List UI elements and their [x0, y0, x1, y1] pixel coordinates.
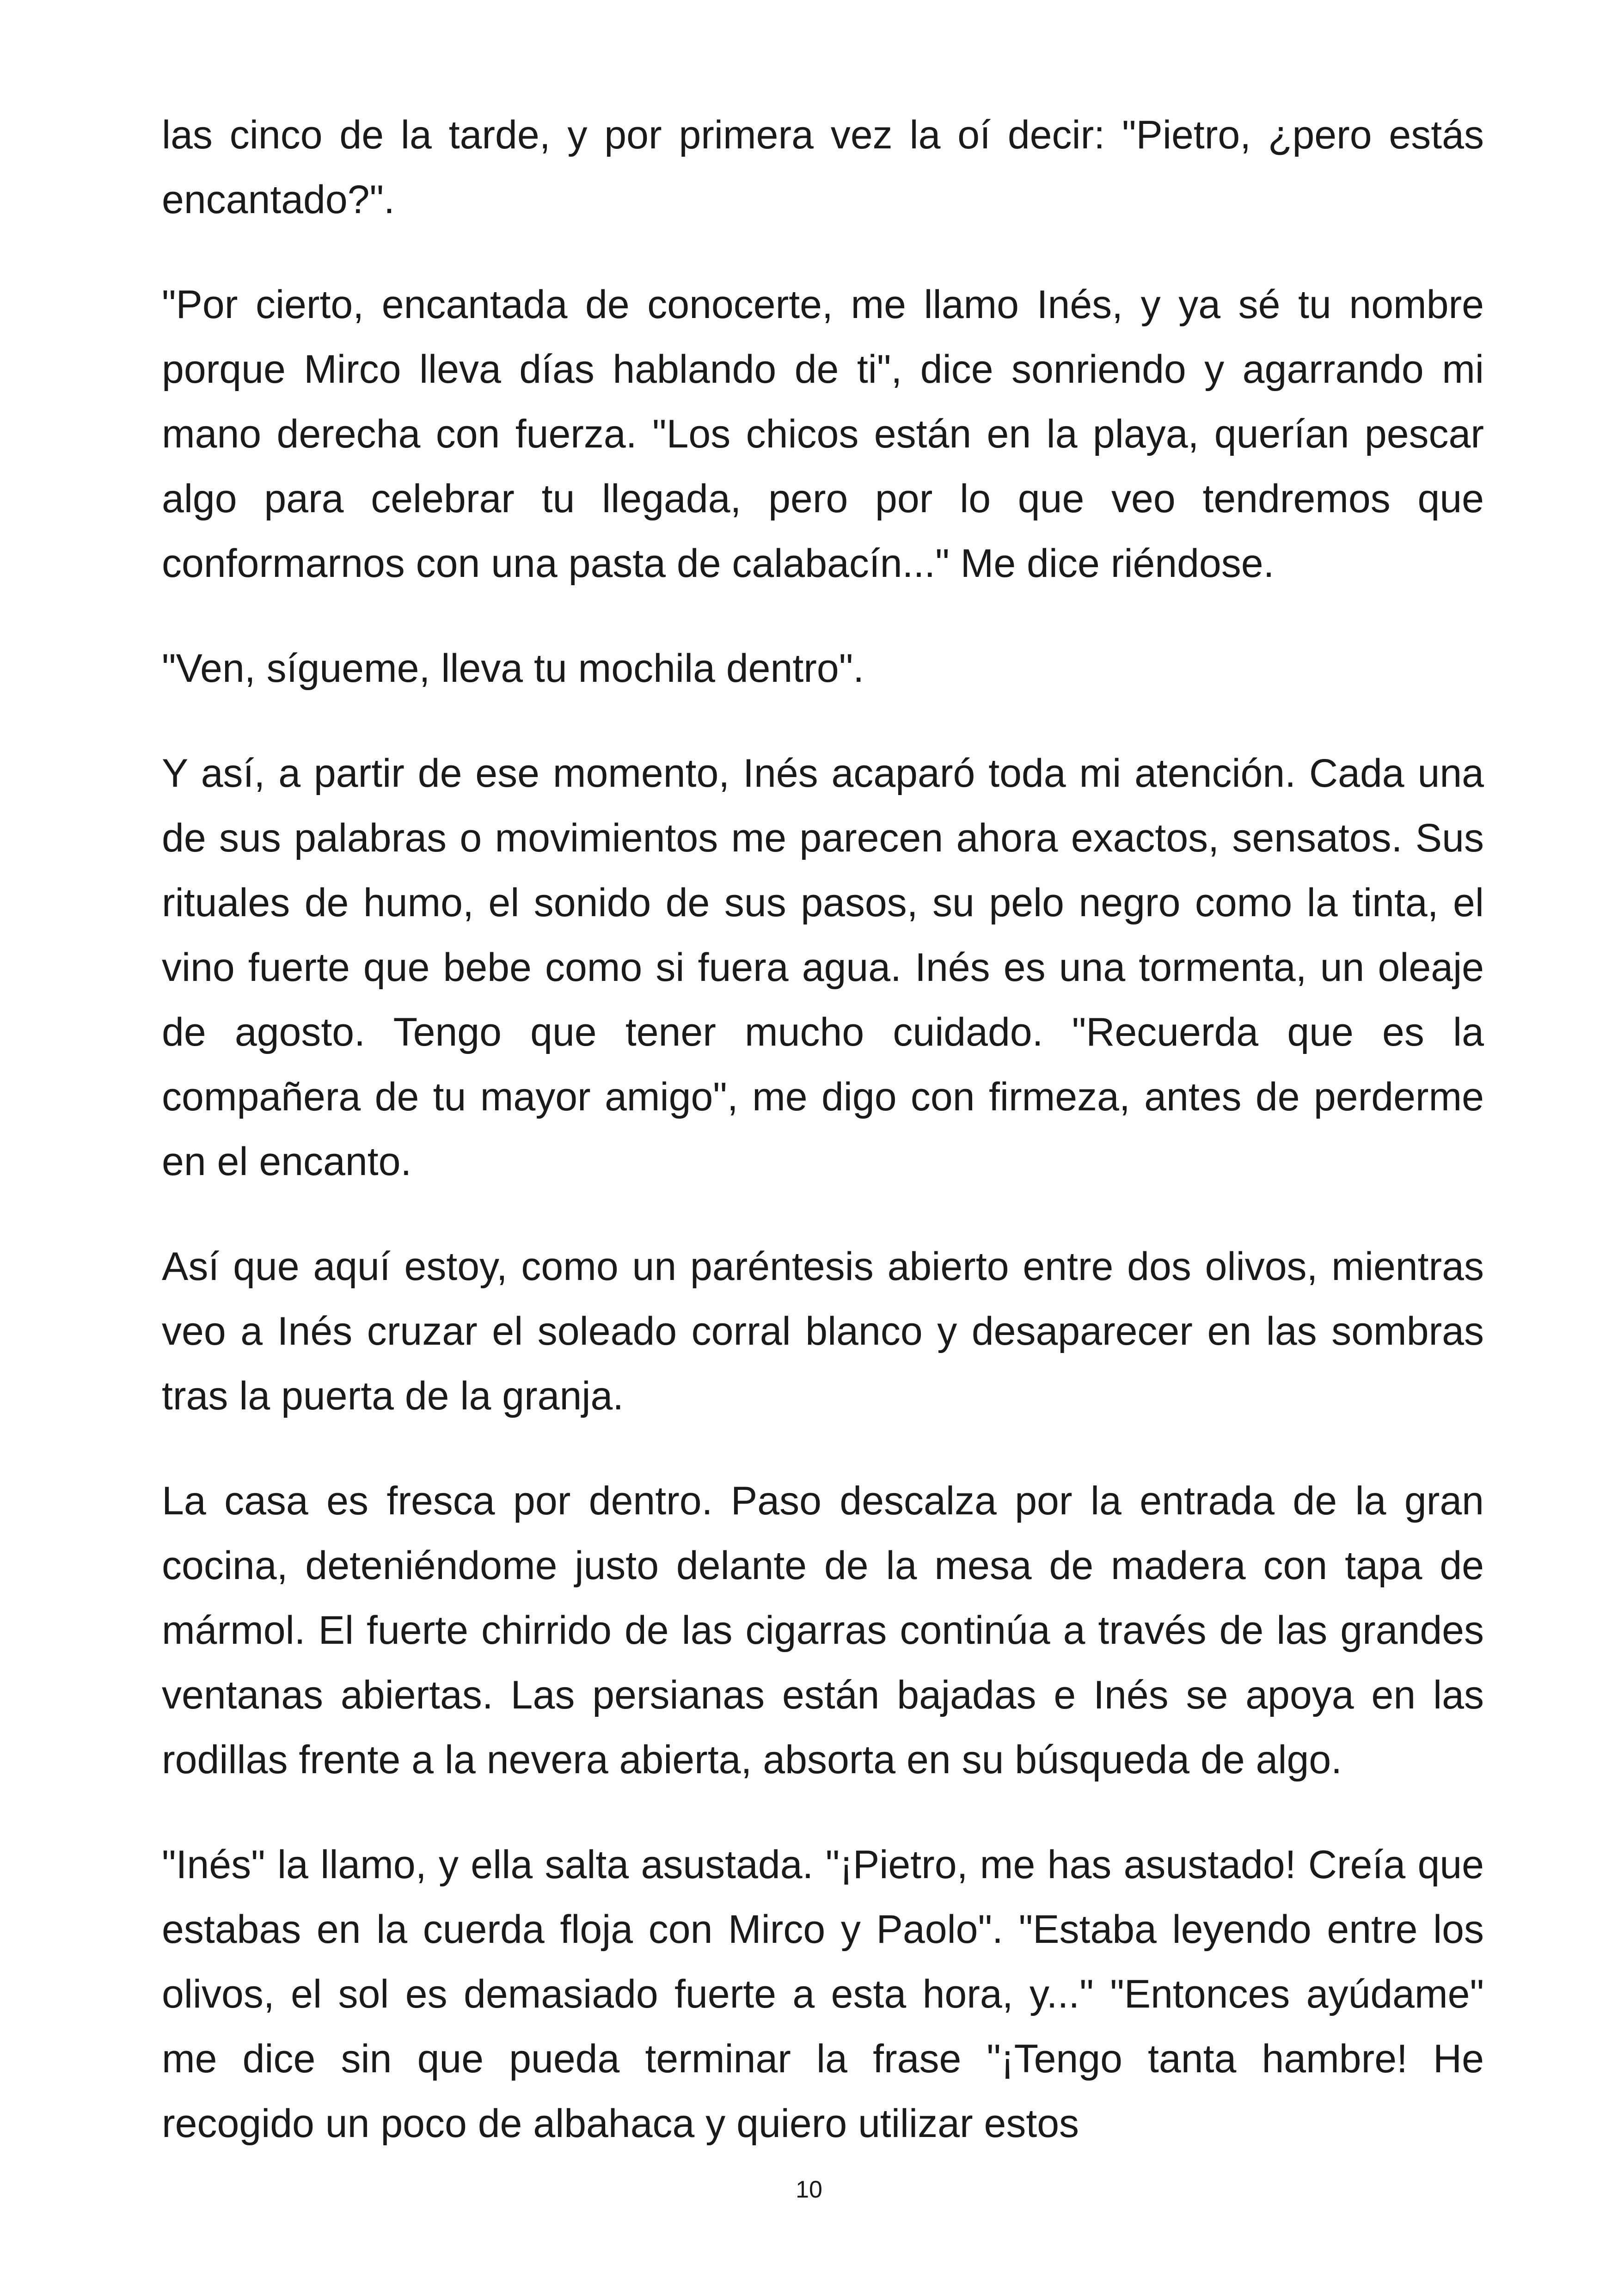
- paragraph-6: La casa es fresca por dentro. Paso descalza por la entrada de la gran cocina, deteniéndome justo delante de la mesa de madera con tapa de mármol. El fuerte chirrido de las cigarras continúa a través de las grandes ventanas abiertas. Las persianas están bajadas e Inés se apoya en las rodillas frente a la nevera abierta, absorta en su búsqueda de algo.: [162, 1479, 1484, 1782]
- paragraph-5: Así que aquí estoy, como un paréntesis abierto entre dos olivos, mientras veo a Inés cruzar el soleado corral blanco y desaparecer en las sombras tras la puerta de la granja.: [162, 1244, 1484, 1418]
- page-number: 10: [796, 2176, 822, 2203]
- paragraph-4: Y así, a partir de ese momento, Inés acaparó toda mi atención. Cada una de sus palabras o movimientos me parecen ahora exactos, sensatos. Sus rituales de humo, el sonido de sus pasos, su pelo negro como la tinta, el vino fuerte que bebe como si fuera agua. Inés es una tormenta, un oleaje de agosto. Tengo que tener mucho cuidado. "Recuerda que es la compañera de tu mayor amigo", me digo con firmeza, antes de perderme en el encanto.: [162, 751, 1484, 1184]
- paragraph-7: "Inés" la llamo, y ella salta asustada. "¡Pietro, me has asustado! Creía que estabas en la cuerda floja con Mirco y Paolo". "Estaba leyendo entre los olivos, el sol es demasiado fuerte a esta hora, y..." "Entonces ayúdame" me dice sin que pueda terminar la frase "¡Tengo tanta hambre! He recogido un poco de albahaca y quiero utilizar estos: [162, 1843, 1484, 2146]
- paragraph-1: las cinco de la tarde, y por primera vez la oí decir: "Pietro, ¿pero estás encantado?".: [162, 113, 1484, 222]
- paragraph-3: "Ven, sígueme, lleva tu mochila dentro".: [162, 646, 864, 691]
- body-text: [162, 103, 1484, 2156]
- paragraph-2: "Por cierto, encantada de conocerte, me llamo Inés, y ya sé tu nombre porque Mirco lleva días hablando de ti", dice sonriendo y agarrando mi mano derecha con fuerza. "Los chicos están en la playa, querían pescar algo para celebrar tu llegada, pero por lo que veo tendremos que conformarnos con una pasta de calabacín..." Me dice riéndose.: [162, 282, 1484, 586]
